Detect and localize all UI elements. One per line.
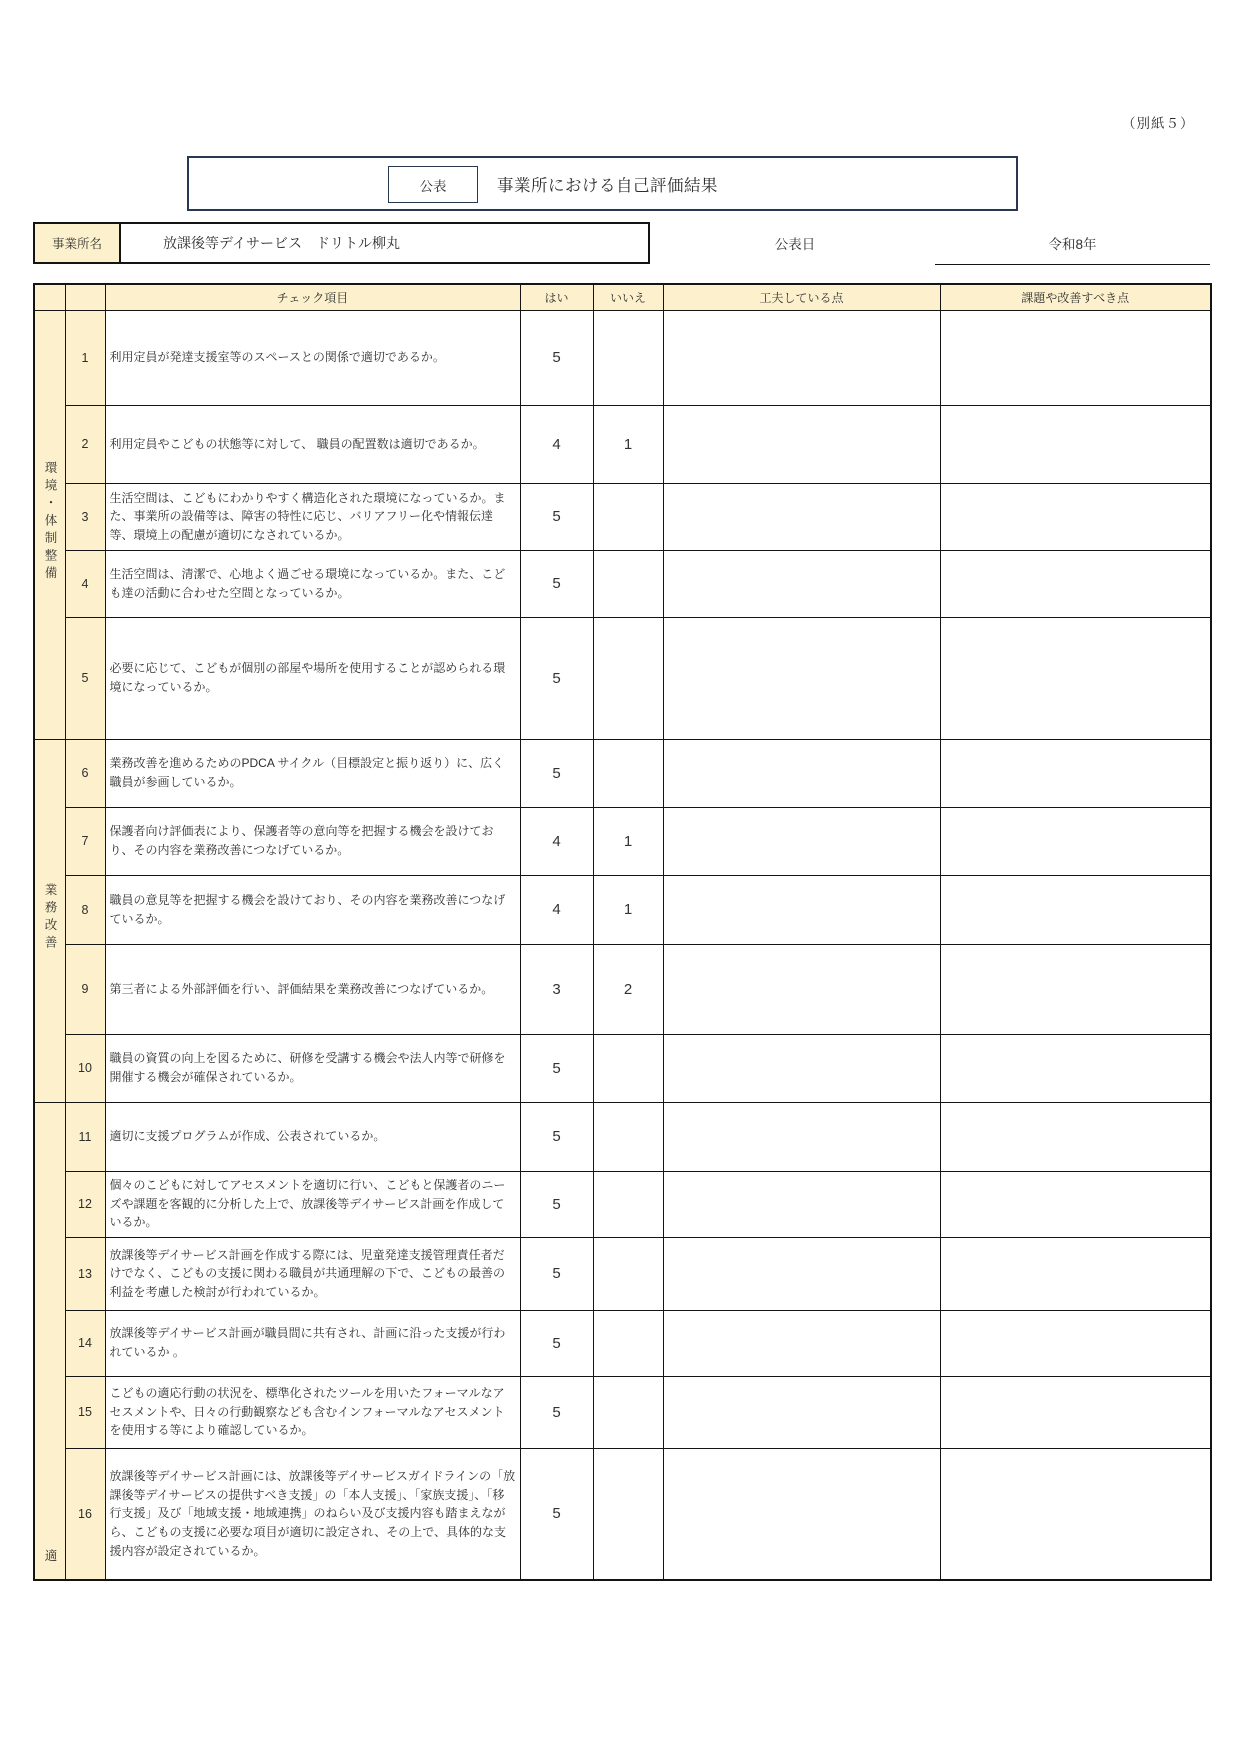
table-row (34, 550, 1211, 617)
issues-cell (940, 1448, 1211, 1580)
check-item: 利用定員が発達支援室等のスペースとの関係で適切であるか。 (105, 310, 520, 405)
no-count (593, 1376, 663, 1448)
no-count: 1 (593, 405, 663, 483)
row-number: 11 (65, 1102, 105, 1171)
header-devised: 工夫している点 (663, 284, 940, 310)
check-item: 放課後等デイサービス計画には、放課後等デイサービスガイドラインの「放課後等デイサービスの提供すべき支援」の「本人支援」、「家族支援」、「移行支援」及び「地域支援・地域連携」のねらい及び支援内容も踏まえながら、こどもの支援に必要な項目が適切に設定され、その上で、具体的な支援内容が設定されているか。 (105, 1448, 520, 1580)
devised-cell (663, 405, 940, 483)
row-number: 9 (65, 944, 105, 1034)
table-row (34, 1237, 1211, 1310)
row-number: 14 (65, 1310, 105, 1376)
category-cell-environment (34, 310, 65, 739)
yes-count: 5 (520, 1102, 593, 1171)
table-row (34, 617, 1211, 739)
category-cell-appropriate-support (34, 1102, 65, 1580)
yes-count: 4 (520, 405, 593, 483)
check-item: 放課後等デイサービス計画が職員間に共有され、計画に沿った支援が行われているか 。 (105, 1310, 520, 1376)
devised-cell (663, 875, 940, 944)
row-number: 7 (65, 807, 105, 875)
devised-cell (663, 550, 940, 617)
table-row (34, 1448, 1211, 1580)
issues-cell (940, 1034, 1211, 1102)
check-item: 生活空間は、清潔で、心地よく過ごせる環境になっているか。また、こども達の活動に合わせた空間となっているか。 (105, 550, 520, 617)
no-count (593, 1102, 663, 1171)
category-label: 環境・体制整備 (43, 460, 57, 584)
row-number: 2 (65, 405, 105, 483)
no-count (593, 1034, 663, 1102)
issues-cell (940, 1237, 1211, 1310)
devised-cell (663, 483, 940, 550)
check-item: 利用定員やこどもの状態等に対して、 職員の配置数は適切であるか。 (105, 405, 520, 483)
yes-count: 5 (520, 1448, 593, 1580)
issues-cell (940, 310, 1211, 405)
issues-cell (940, 739, 1211, 807)
table-row (34, 944, 1211, 1034)
table-row (34, 1171, 1211, 1237)
issues-cell (940, 1376, 1211, 1448)
row-number: 16 (65, 1448, 105, 1580)
publish-date-value: 令和8年 (1048, 237, 1097, 252)
no-count: 2 (593, 944, 663, 1034)
issues-cell (940, 944, 1211, 1034)
table-row (34, 310, 1211, 405)
table-row (34, 405, 1211, 483)
row-number: 4 (65, 550, 105, 617)
devised-cell (663, 944, 940, 1034)
check-item: 放課後等デイサービス計画を作成する際には、児童発達支援管理責任者だけでなく、こどもの支援に関わる職員が共通理解の下で、こどもの最善の利益を考慮した検討が行われているか。 (105, 1237, 520, 1310)
check-item: 保護者向け評価表により、保護者等の意向等を把握する機会を設けており、その内容を業務改善につなげているか。 (105, 807, 520, 875)
header-number-blank (65, 284, 105, 310)
devised-cell (663, 1237, 940, 1310)
issues-cell (940, 550, 1211, 617)
office-name-label: 事業所名 (33, 222, 121, 264)
devised-cell (663, 617, 940, 739)
yes-count: 4 (520, 807, 593, 875)
no-count (593, 310, 663, 405)
table-row (34, 1102, 1211, 1171)
attachment-note: （別紙５） (1122, 116, 1195, 131)
row-number: 1 (65, 310, 105, 405)
no-count (593, 1171, 663, 1237)
check-item: 第三者による外部評価を行い、評価結果を業務改善につなげているか。 (105, 944, 520, 1034)
yes-count: 5 (520, 310, 593, 405)
no-count: 1 (593, 807, 663, 875)
row-number: 3 (65, 483, 105, 550)
row-number: 6 (65, 739, 105, 807)
yes-count: 5 (520, 1237, 593, 1310)
yes-count: 5 (520, 617, 593, 739)
issues-cell (940, 875, 1211, 944)
publish-date-underline (935, 264, 1210, 265)
yes-count: 5 (520, 550, 593, 617)
no-count (593, 483, 663, 550)
issues-cell (940, 483, 1211, 550)
issues-cell (940, 1171, 1211, 1237)
check-item: 業務改善を進めるためのPDCA サイクル（目標設定と振り返り）に、広く職員が参画しているか。 (105, 739, 520, 807)
row-number: 8 (65, 875, 105, 944)
devised-cell (663, 1171, 940, 1237)
table-row (34, 807, 1211, 875)
no-count (593, 1237, 663, 1310)
header-no: いいえ (593, 284, 663, 310)
header-issues: 課題や改善すべき点 (940, 284, 1211, 310)
office-name-value: 放課後等デイサービス ドリトル柳丸 (119, 222, 650, 264)
devised-cell (663, 1310, 940, 1376)
check-item: 必要に応じて、こどもが個別の部屋や場所を使用することが認められる環境になっているか。 (105, 617, 520, 739)
devised-cell (663, 1448, 940, 1580)
devised-cell (663, 739, 940, 807)
row-number: 15 (65, 1376, 105, 1448)
yes-count: 5 (520, 1034, 593, 1102)
yes-count: 5 (520, 739, 593, 807)
table-row (34, 483, 1211, 550)
page-title: 事業所における自己評価結果 (497, 176, 718, 195)
yes-count: 5 (520, 483, 593, 550)
table-row (34, 875, 1211, 944)
check-item: 職員の意見等を把握する機会を設けており、その内容を業務改善につなげているか。 (105, 875, 520, 944)
header-category-blank (34, 284, 65, 310)
yes-count: 5 (520, 1310, 593, 1376)
header-yes: はい (520, 284, 593, 310)
devised-cell (663, 1376, 940, 1448)
row-number: 12 (65, 1171, 105, 1237)
no-count (593, 739, 663, 807)
row-number: 5 (65, 617, 105, 739)
table-row (34, 1376, 1211, 1448)
category-label: 適 (43, 1548, 57, 1566)
yes-count: 3 (520, 944, 593, 1034)
table-row (34, 1310, 1211, 1376)
issues-cell (940, 405, 1211, 483)
issues-cell (940, 807, 1211, 875)
category-label: 業務改善 (43, 883, 57, 953)
category-cell-business-improvement (34, 739, 65, 1102)
devised-cell (663, 1102, 940, 1171)
check-item: こどもの適応行動の状況を、標準化されたツールを用いたフォーマルなアセスメントや、日々の行動観察なども含むインフォーマルなアセスメントを使用する等により確認しているか。 (105, 1376, 520, 1448)
yes-count: 5 (520, 1171, 593, 1237)
no-count: 1 (593, 875, 663, 944)
table-row (34, 1034, 1211, 1102)
no-count (593, 617, 663, 739)
no-count (593, 1448, 663, 1580)
check-item: 生活空間は、こどもにわかりやすく構造化された環境になっているか。また、事業所の設備等は、障害の特性に応じ、バリアフリー化や情報伝達等、環境上の配慮が適切になされているか。 (105, 483, 520, 550)
table-header-row (34, 284, 1211, 310)
issues-cell (940, 1310, 1211, 1376)
check-item: 適切に支援プログラムが作成、公表されているか。 (105, 1102, 520, 1171)
publish-stamp: 公表 (388, 166, 478, 203)
publish-date-label: 公表日 (774, 237, 816, 252)
check-item: 個々のこどもに対してアセスメントを適切に行い、こどもと保護者のニーズや課題を客観的に分析した上で、放課後等デイサービス計画を作成しているか。 (105, 1171, 520, 1237)
page-title-box (187, 156, 1018, 211)
yes-count: 5 (520, 1376, 593, 1448)
table-row (34, 739, 1211, 807)
header-check-item: チェック項目 (105, 284, 520, 310)
no-count (593, 550, 663, 617)
devised-cell (663, 1034, 940, 1102)
no-count (593, 1310, 663, 1376)
yes-count: 4 (520, 875, 593, 944)
check-item: 職員の資質の向上を図るために、研修を受講する機会や法人内等で研修を開催する機会が確保されているか。 (105, 1034, 520, 1102)
issues-cell (940, 617, 1211, 739)
evaluation-table (33, 283, 1212, 1581)
devised-cell (663, 310, 940, 405)
row-number: 13 (65, 1237, 105, 1310)
row-number: 10 (65, 1034, 105, 1102)
devised-cell (663, 807, 940, 875)
issues-cell (940, 1102, 1211, 1171)
